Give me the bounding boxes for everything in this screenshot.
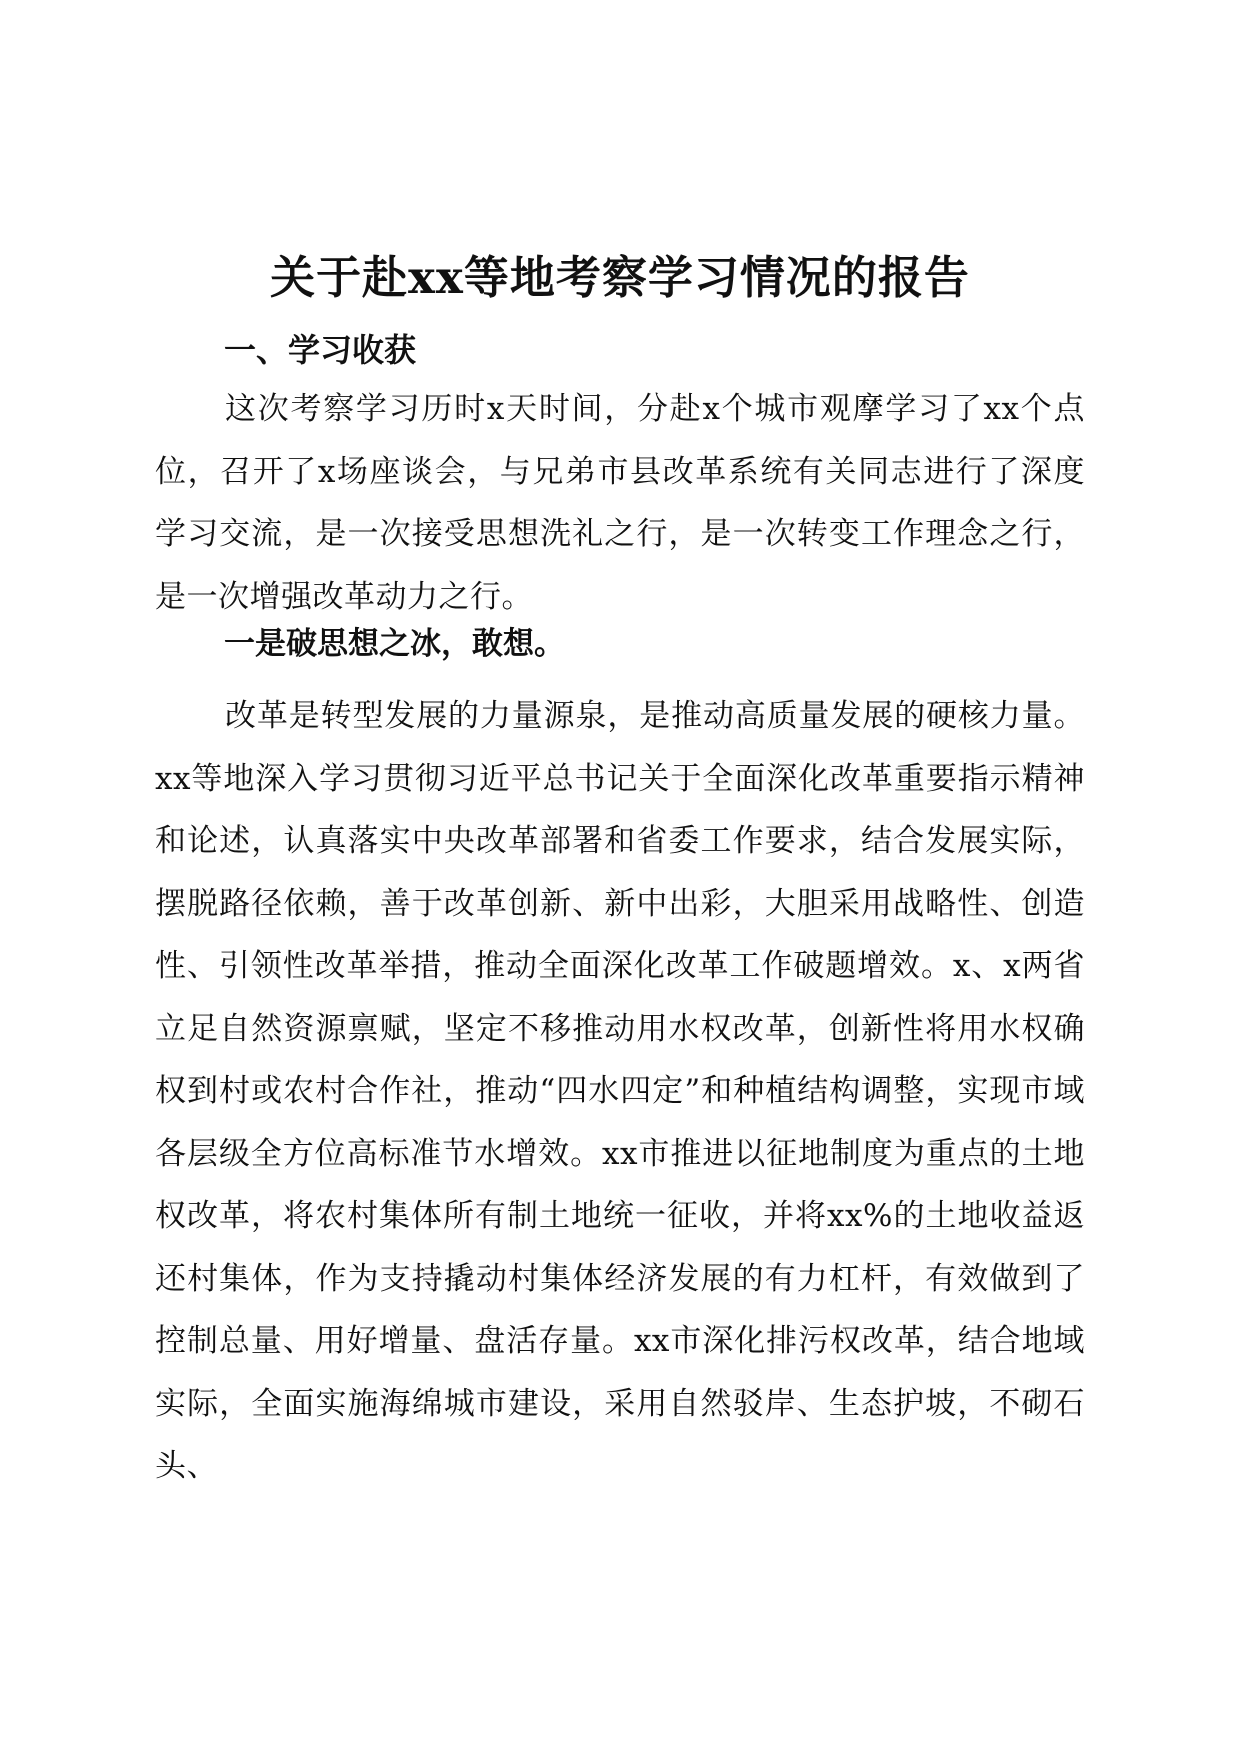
section-heading: 一、学习收获 <box>224 331 417 369</box>
paragraph-2: 改革是转型发展的力量源泉，是推动高质量发展的硬核力量。xx等地深入学习贯彻习近平总书记关于全面深化改革重要指示精神和论述，认真落实中央改革部署和省委工作要求，结合发展实际，摆脱路径依赖，善于改革创新、新中出彩，大胆采用战略性、创造性、引领性改革举措，推动全面深化改革工作破题增效。x、x两省立足自然资源禀赋，坚定不移推动用水权改革，创新性将用水权确权到村或农村合作社，推动“四水四定”和种植结构调整，实现市域各层级全方位高标准节水增效。xx市推进以征地制度为重点的土地权改革，将农村集体所有制土地统一征收，并将xx%的土地收益返还村集体，作为支持撬动村集体经济发展的有力杠杆，有效做到了控制总量、用好增量、盘活存量。xx市深化排污权改革，结合地域实际，全面实施海绵城市建设，采用自然驳岸、生态护坡，不砌石头、 <box>155 698 1085 1484</box>
paragraph-1: 这次考察学习历时x天时间，分赴x个城市观摩学习了xx个点位，召开了x场座谈会，与兄弟市县改革系统有关同志进行了深度学习交流，是一次接受思想洗礼之行，是一次转变工作理念之行，是一次增强改革动力之行。 <box>155 391 1085 615</box>
subheading-1: 一是破思想之冰，敢想。 <box>224 626 565 662</box>
document-title: 关于赴xx等地考察学习情况的报告 <box>270 251 970 304</box>
